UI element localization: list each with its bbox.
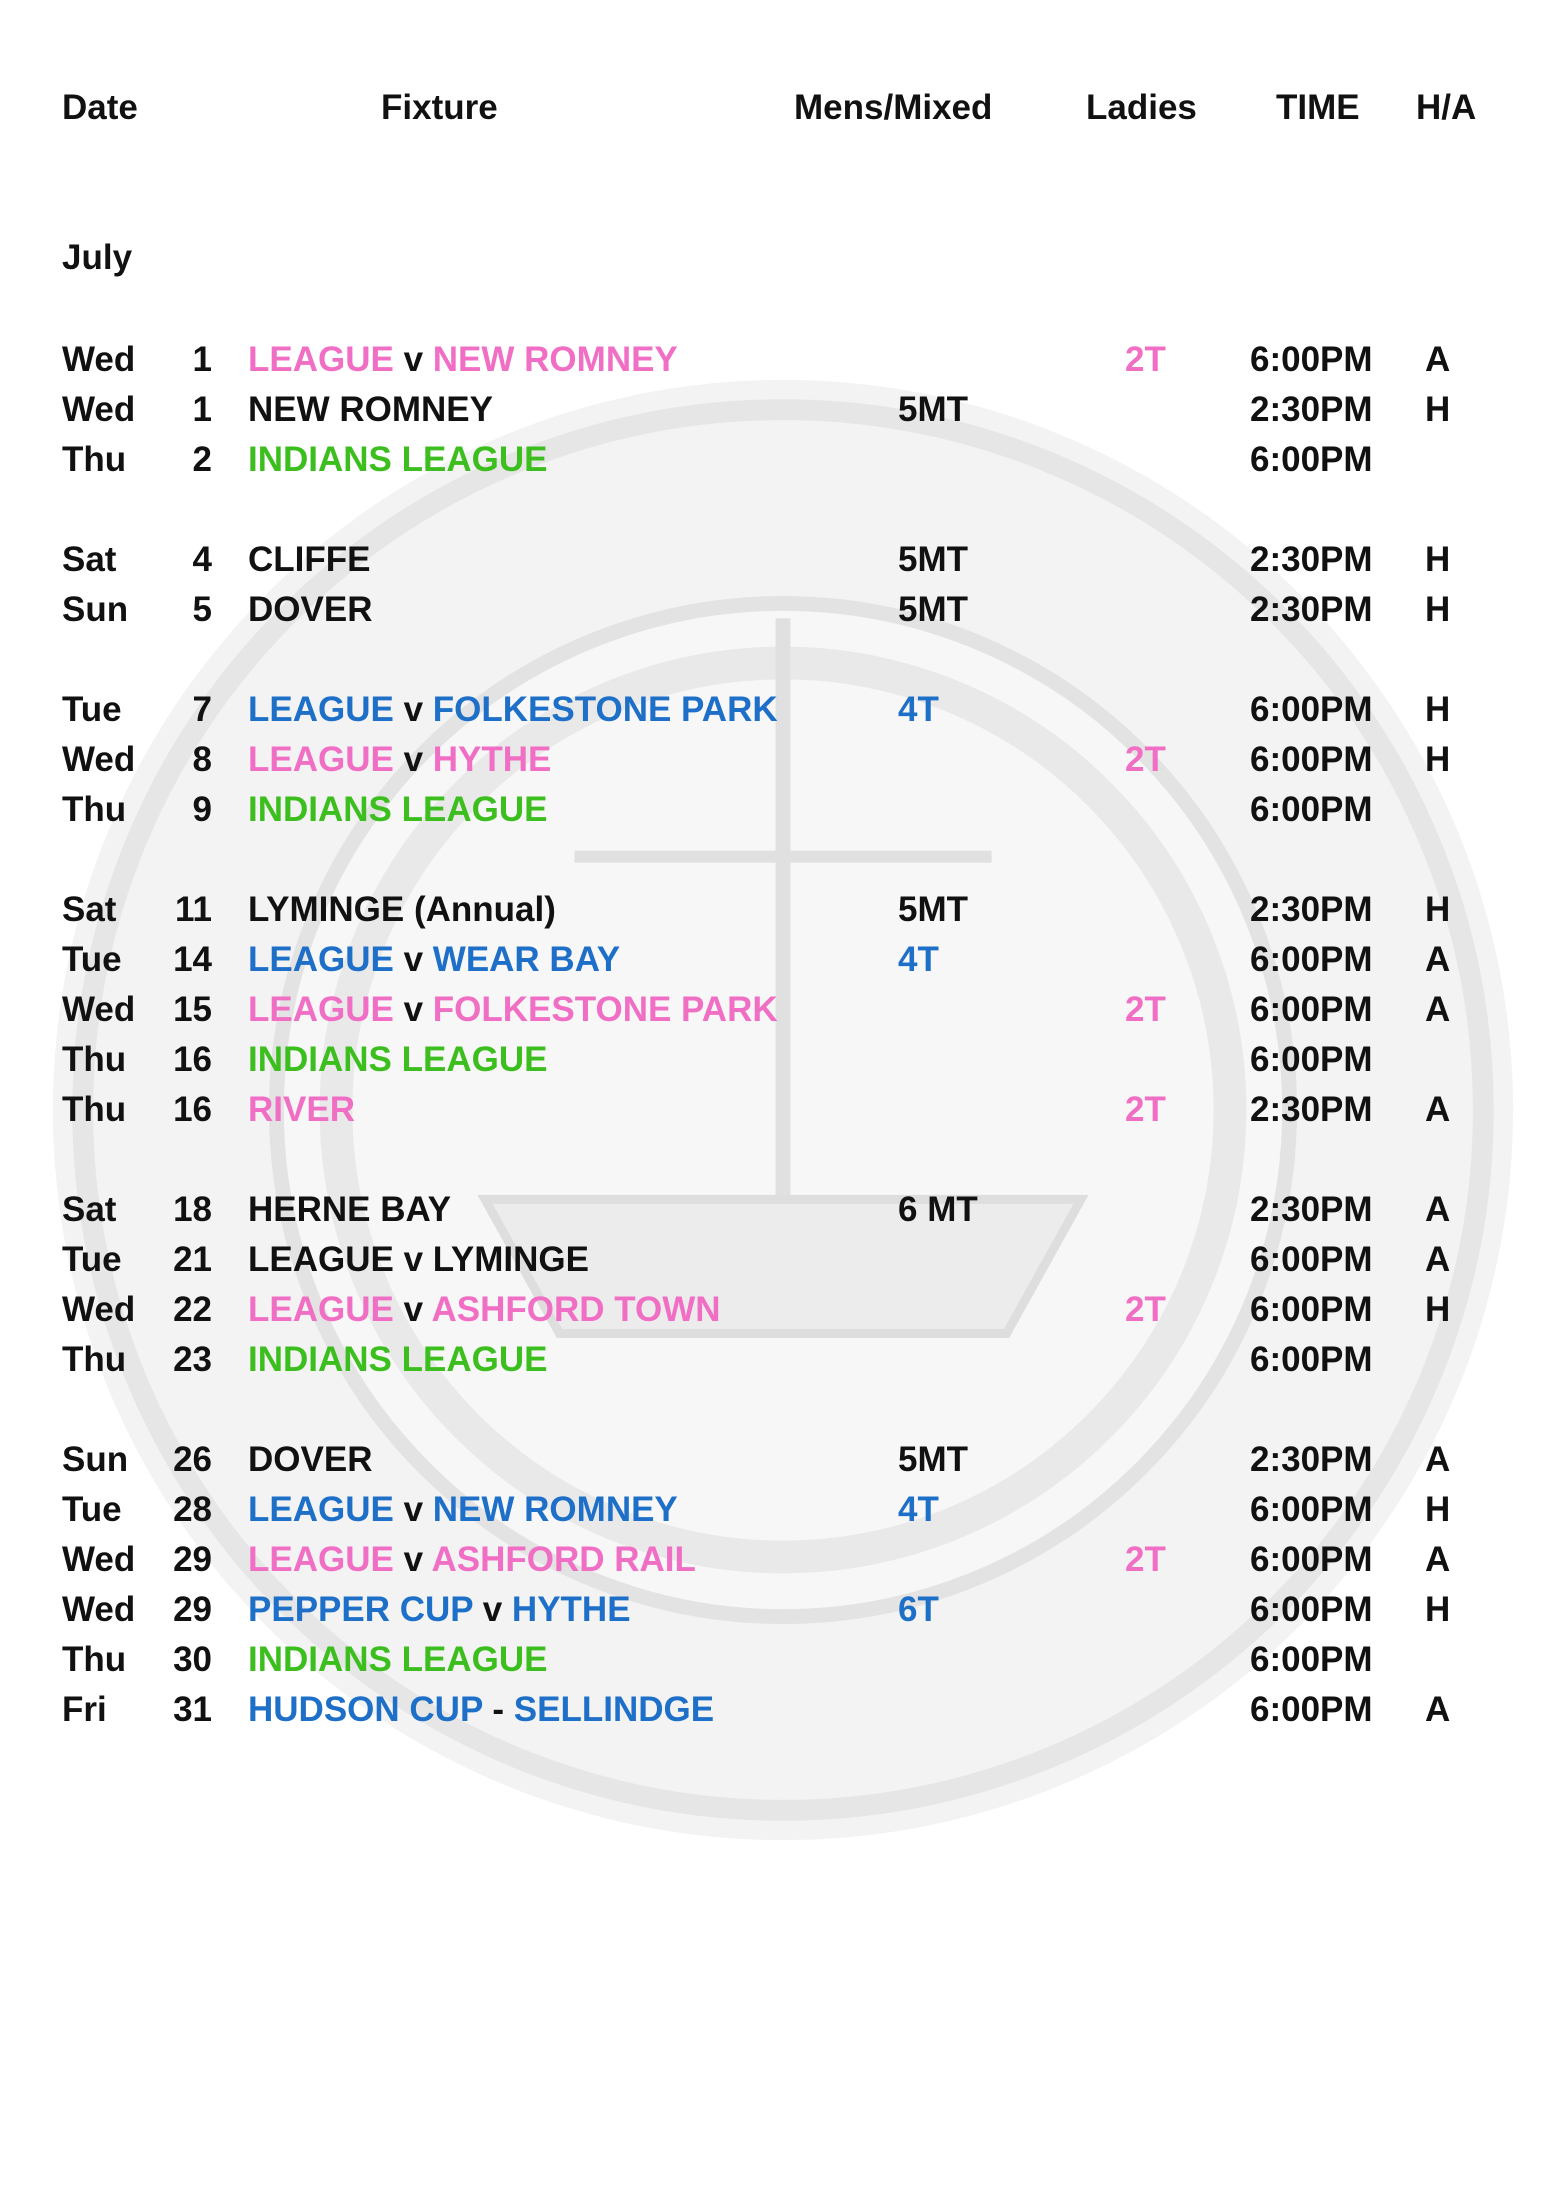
fixture-segment: INDIANS LEAGUE [248,1340,548,1379]
header-ha: H/A [1416,88,1477,127]
header-date: Date [62,88,138,127]
row-fixture [248,790,547,830]
row-mens-mixed: 5MT [898,890,968,929]
row-day: Sun [62,590,129,629]
fixture-segment: - [482,1690,514,1729]
row-fixture [248,690,778,730]
row-date-number: 30 [173,1640,212,1679]
fixture-segment: LEAGUE [248,740,394,779]
fixture-row [0,990,1562,1040]
row-day: Thu [62,790,127,829]
row-mens-mixed: 5MT [898,590,968,629]
row-fixture [248,1690,714,1730]
row-home-away: A [1425,1690,1451,1729]
row-ladies: 2T [1125,1290,1166,1329]
row-ladies: 2T [1125,740,1166,779]
row-time: 2:30PM [1250,890,1373,929]
row-day: Thu [62,440,127,479]
row-time: 2:30PM [1250,1190,1373,1229]
row-home-away: A [1425,990,1451,1029]
row-fixture [248,1190,451,1230]
fixture-segment: NEW ROMNEY [432,1490,678,1529]
row-time: 6:00PM [1250,1640,1373,1679]
fixture-row [0,890,1562,940]
fixture-row [0,940,1562,990]
row-fixture [248,1240,589,1280]
fixture-segment: SELLINDGE [513,1690,715,1729]
row-date-number: 16 [173,1040,212,1079]
fixture-row [0,1290,1562,1340]
row-home-away: A [1425,340,1451,379]
fixture-segment: HUDSON CUP [248,1690,483,1729]
fixture-row [0,790,1562,840]
row-home-away: H [1425,1490,1451,1529]
fixture-row [0,590,1562,640]
row-home-away: A [1425,1440,1451,1479]
row-fixture [248,390,493,430]
fixture-segment: LEAGUE [248,690,394,729]
row-fixture [248,940,620,980]
row-day: Tue [62,1490,122,1529]
row-date-number: 7 [192,690,212,729]
row-time: 6:00PM [1250,790,1373,829]
fixture-row [0,1090,1562,1140]
row-date-number: 8 [192,740,212,779]
month-label: July [62,238,133,277]
row-day: Wed [62,390,136,429]
row-date-number: 11 [175,890,212,929]
header-time: TIME [1276,88,1360,127]
row-home-away: H [1425,1290,1451,1329]
row-day: Sat [62,1190,117,1229]
row-time: 6:00PM [1250,340,1373,379]
row-home-away: A [1425,940,1451,979]
fixture-segment: NEW ROMNEY [432,340,678,379]
row-day: Sun [62,1440,129,1479]
row-day: Thu [62,1090,127,1129]
row-time: 2:30PM [1250,1440,1373,1479]
row-time: 6:00PM [1250,1690,1373,1729]
fixture-row [0,1640,1562,1690]
row-mens-mixed: 4T [898,1490,939,1529]
row-time: 6:00PM [1250,1490,1373,1529]
header-mens-mixed: Mens/Mixed [794,88,993,127]
fixture-segment: INDIANS LEAGUE [248,790,548,829]
row-date-number: 15 [173,990,212,1029]
row-home-away: A [1425,1090,1451,1129]
row-ladies: 2T [1125,990,1166,1029]
row-day: Wed [62,340,136,379]
fixture-row [0,1340,1562,1390]
row-day: Wed [62,990,136,1029]
row-mens-mixed: 6T [898,1590,939,1629]
row-home-away: A [1425,1540,1451,1579]
row-home-away: H [1425,1590,1451,1629]
fixture-row [0,540,1562,590]
fixture-segment: CLIFFE [248,540,371,579]
row-date-number: 4 [192,540,212,579]
fixture-segment: NEW ROMNEY [248,390,493,429]
fixture-segment: RIVER [248,1090,355,1129]
fixture-segment: v [393,1290,432,1329]
row-fixture [248,1440,372,1480]
row-home-away: A [1425,1190,1451,1229]
fixture-segment: LEAGUE v LYMINGE [248,1240,589,1279]
fixture-segment: INDIANS LEAGUE [248,440,548,479]
row-date-number: 29 [173,1590,212,1629]
row-date-number: 26 [173,1440,212,1479]
row-date-number: 18 [173,1190,212,1229]
fixture-segment: LEAGUE [248,940,394,979]
row-fixture [248,1090,355,1130]
row-time: 6:00PM [1250,1340,1373,1379]
fixture-segment: DOVER [248,590,373,629]
fixture-row [0,1240,1562,1290]
fixture-segment: FOLKESTONE PARK [432,690,778,729]
fixture-segment: v [393,1490,433,1529]
row-ladies: 2T [1125,340,1166,379]
fixture-segment: v [393,940,433,979]
row-time: 2:30PM [1250,1090,1373,1129]
row-mens-mixed: 6 MT [898,1190,978,1229]
header-fixture: Fixture [381,88,498,127]
row-day: Fri [62,1690,107,1729]
fixture-segment: INDIANS LEAGUE [248,1040,548,1079]
row-time: 6:00PM [1250,440,1373,479]
fixture-segment: LEAGUE [248,340,394,379]
fixture-row [0,340,1562,390]
row-date-number: 23 [173,1340,212,1379]
row-time: 6:00PM [1250,940,1373,979]
row-day: Wed [62,1590,136,1629]
row-time: 6:00PM [1250,690,1373,729]
fixture-row [0,1540,1562,1590]
row-time: 2:30PM [1250,540,1373,579]
fixture-segment: INDIANS LEAGUE [248,1640,548,1679]
fixture-segment: HYTHE [511,1590,631,1629]
fixture-segment: ASHFORD RAIL [431,1540,696,1579]
row-mens-mixed: 5MT [898,390,968,429]
row-day: Sat [62,890,117,929]
row-ladies: 2T [1125,1540,1166,1579]
row-mens-mixed: 4T [898,690,939,729]
row-fixture [248,990,778,1030]
fixture-row [0,690,1562,740]
fixture-segment: HERNE BAY [248,1190,451,1229]
fixture-row [0,1490,1562,1540]
row-day: Thu [62,1340,127,1379]
fixture-row [0,1190,1562,1240]
row-home-away: H [1425,890,1451,929]
row-fixture [248,1340,547,1380]
header-ladies: Ladies [1086,88,1197,127]
fixture-segment: v [393,340,433,379]
row-date-number: 22 [173,1290,212,1329]
fixture-segment: FOLKESTONE PARK [432,990,778,1029]
fixture-segment: v [393,990,433,1029]
row-fixture [248,890,556,930]
row-date-number: 16 [173,1090,212,1129]
row-day: Tue [62,1240,122,1279]
row-fixture [248,340,678,380]
row-date-number: 2 [192,440,212,479]
fixture-segment: DOVER [248,1440,373,1479]
row-date-number: 1 [192,390,212,429]
row-home-away: H [1425,540,1451,579]
row-day: Sat [62,540,117,579]
fixture-segment: LEAGUE [248,1490,394,1529]
row-day: Wed [62,1290,136,1329]
row-day: Wed [62,1540,136,1579]
row-home-away: H [1425,690,1451,729]
row-fixture [248,740,551,780]
row-mens-mixed: 5MT [898,540,968,579]
row-day: Wed [62,740,136,779]
row-home-away: A [1425,1240,1451,1279]
row-time: 6:00PM [1250,1540,1373,1579]
row-fixture [248,1290,721,1330]
fixture-row [0,740,1562,790]
row-ladies: 2T [1125,1090,1166,1129]
row-mens-mixed: 4T [898,940,939,979]
row-day: Thu [62,1040,127,1079]
row-fixture [248,1490,678,1530]
row-home-away: H [1425,390,1451,429]
row-home-away: H [1425,740,1451,779]
fixture-row [0,1040,1562,1090]
fixture-segment: v [393,1540,432,1579]
row-date-number: 28 [173,1490,212,1529]
row-time: 6:00PM [1250,740,1373,779]
fixture-segment: LYMINGE (Annual) [248,890,556,929]
fixture-segment: LEAGUE [248,990,394,1029]
fixture-segment: v [393,690,433,729]
fixture-segment: LEAGUE [248,1540,394,1579]
fixture-segment: WEAR BAY [432,940,621,979]
row-time: 2:30PM [1250,390,1373,429]
row-home-away: H [1425,590,1451,629]
row-fixture [248,540,370,580]
row-time: 2:30PM [1250,590,1373,629]
fixture-row [0,390,1562,440]
row-day: Tue [62,690,122,729]
row-fixture [248,1590,631,1630]
row-day: Tue [62,940,122,979]
row-date-number: 31 [173,1690,212,1729]
fixture-segment: PEPPER CUP [248,1590,473,1629]
fixture-row [0,1690,1562,1740]
fixture-row [0,440,1562,490]
row-date-number: 5 [192,590,212,629]
row-time: 6:00PM [1250,1590,1373,1629]
row-date-number: 1 [192,340,212,379]
fixture-segment: ASHFORD TOWN [431,1290,721,1329]
row-fixture [248,1040,547,1080]
row-date-number: 21 [173,1240,212,1279]
row-date-number: 9 [192,790,212,829]
row-date-number: 14 [173,940,212,979]
fixture-segment: v [473,1590,512,1629]
fixture-segment: LEAGUE [248,1290,394,1329]
row-fixture [248,440,547,480]
fixture-segment: v [393,740,433,779]
row-time: 6:00PM [1250,990,1373,1029]
fixture-row [0,1440,1562,1490]
row-fixture [248,1540,696,1580]
fixture-segment: HYTHE [432,740,552,779]
row-time: 6:00PM [1250,1290,1373,1329]
fixture-row [0,1590,1562,1640]
row-date-number: 29 [173,1540,212,1579]
row-time: 6:00PM [1250,1240,1373,1279]
row-time: 6:00PM [1250,1040,1373,1079]
row-day: Thu [62,1640,127,1679]
row-fixture [248,590,372,630]
row-fixture [248,1640,547,1680]
row-mens-mixed: 5MT [898,1440,968,1479]
